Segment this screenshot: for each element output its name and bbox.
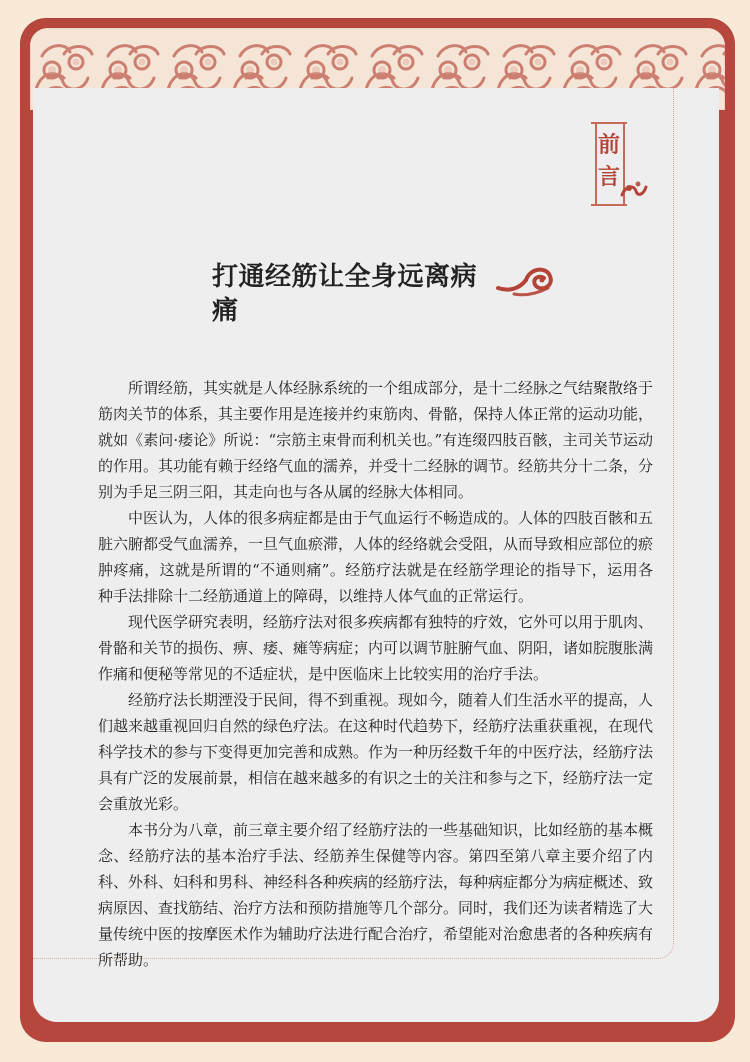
cloud-scroll-icon — [620, 175, 648, 203]
preface-badge — [590, 120, 648, 210]
preface-body — [98, 375, 653, 973]
paragraph-3: 现代医学研究表明，经筋疗法对很多疾病都有独特的疗效，它外可以用于肌肉、骨骼和关节的损伤、痹、痿、瘫等病症；内可以调节脏腑气血、阴阳，诸如脘腹胀满作痛和便秘等常见的不适症状，是中医临床上比较实用的治疗手法。 — [98, 613, 654, 683]
paragraph-2: 中医认为，人体的很多病症都是由于气血运行不畅造成的。人体的四肢百骸和五脏六腑都受气血濡养，一旦气血瘀滞，人体的经络就会受阻，从而导致相应部位的瘀肿疼痛，这就是所谓的“不通则痛”。经筋疗法就是在经筋学理论的指导下，运用各种手法排除十二经筋通道上的障碍，以维持人体气血的正常运行。 — [98, 509, 654, 605]
paragraph-5: 本书分为八章，前三章主要介绍了经筋疗法的一些基础知识，比如经筋的基本概念、经筋疗法的基本治疗手法、经筋养生保健等内容。第四至第八章主要介绍了内科、外科、妇科和男科、神经科各种疾病的经筋疗法，每种病症都分为病症概述、致病原因、查找筋结、治疗方法和预防措施等几个部分。同时，我们还为读者精选了大量传统中医的按摩医术作为辅助疗法进行配合治疗，希望能对治愈患者的各种疾病有所帮助。 — [98, 821, 654, 969]
badge-char-2: 言 — [597, 164, 620, 190]
paragraph-1: 所谓经筋，其实就是人体经脉系统的一个组成部分，是十二经脉之气结聚散络于筋肉关节的体系，其主要作用是连接并约束筋肉、骨骼，保持人体正常的运动功能，就如《素问·痿论》所说：“宗筋主束骨而利机关也。”有连缀四肢百骸，主司关节运动的作用。其功能有赖于经络气血的濡养，并受十二经脉的调节。经筋共分十二条，分别为手足三阴三阳，其走向也与各从属的经脉大体相同。 — [98, 379, 654, 501]
cloud-swirl-icon — [496, 258, 558, 300]
page-title: 打通经筋让全身远离病痛 — [212, 262, 478, 326]
badge-char-1: 前 — [597, 132, 620, 158]
paragraph-4: 经筋疗法长期湮没于民间，得不到重视。现如今，随着人们生活水平的提高，人们越来越重视回归自然的绿色疗法。在这种时代趋势下，经筋疗法重获重视，在现代科学技术的参与下变得更加完善和成熟。作为一种历经数千年的中医疗法，经筋疗法具有广泛的发展前景，相信在越来越多的有识之士的关注和参与之下，经筋疗法一定会重放光彩。 — [98, 691, 654, 813]
